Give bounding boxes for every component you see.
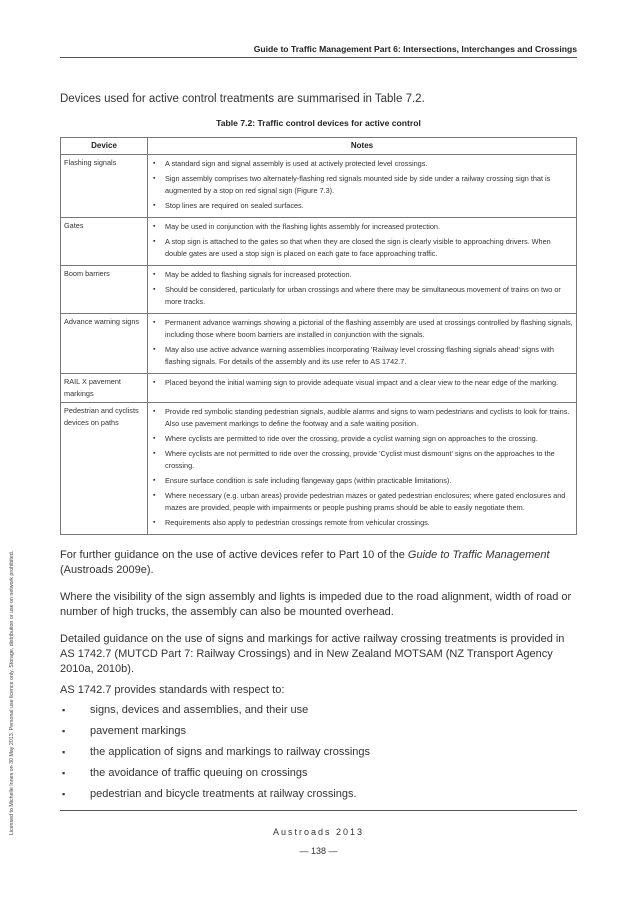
note-item: ▪ A standard sign and signal assembly is used at actively protected level crossings. xyxy=(151,158,573,170)
notes-cell xyxy=(148,266,577,314)
note-item: ▪ Stop lines are required on sealed surfaces. xyxy=(151,200,573,212)
overhead-paragraph: Where the visibility of the sign assembly and lights is impeded due to the road alignment, width of road or number of high trucks, the assembly can also be mounted overhead. xyxy=(60,591,572,618)
device-cell: Pedestrian and cyclists devices on paths xyxy=(61,403,148,535)
list-item: ▪ signs, devices and assemblies, and their use xyxy=(60,703,580,724)
table-row xyxy=(61,155,577,218)
note-item: ▪ Requirements also apply to pedestrian crossings remote from vehicular crossings. xyxy=(151,517,573,529)
note-item: ▪ May be added to flashing signals for increased protection. xyxy=(151,269,573,281)
notes-cell xyxy=(148,314,577,374)
table-header-row xyxy=(61,138,577,155)
note-item: ▪ Permanent advance warnings showing a pictorial of the flashing assembly are used at crossings controlled by flashing signals, including those where boom barriers are installed in conjunction with the signals. xyxy=(151,317,573,341)
note-item: ▪ Sign assembly comprises two alternately-flashing red signals mounted side by side under a railway crossing sign that is augmented by a stop on red signal sign (Figure 7.3). xyxy=(151,173,573,197)
footer-organisation: Austroads 2013 xyxy=(272,827,365,837)
column-header-device: Device xyxy=(61,138,148,155)
device-cell: Advance warning signs xyxy=(61,314,148,374)
note-item: ▪ May be used in conjunction with the flashing lights assembly for increased protection. xyxy=(151,221,573,233)
list-item: ▪ the application of signs and markings to railway crossings xyxy=(60,745,580,766)
running-header: Guide to Traffic Management Part 6: Intersections, Interchanges and Crossings xyxy=(253,44,577,54)
guidance-text-after: (Austroads 2009e). xyxy=(60,564,154,576)
licence-watermark: Licensed to Michelle Innes on 30 May 2013. Personal use licence only. Storage, distribution or use on network prohibited. xyxy=(9,550,15,836)
column-header-notes: Notes xyxy=(148,138,577,155)
guidance-text-before: For further guidance on the use of active devices refer to Part 10 of the xyxy=(60,549,408,561)
guide-title: Guide to Traffic Management xyxy=(407,549,550,561)
device-cell: RAIL X pavement markings xyxy=(61,374,148,403)
notes-cell xyxy=(148,218,577,266)
note-item: ▪ A stop sign is attached to the gates so that when they are closed the sign is clearly visible to approaching drivers. When double gates are used a stop sign is placed on each gate to face approaching traffic. xyxy=(151,236,573,260)
page-number: — 138 — xyxy=(299,846,338,856)
device-cell: Boom barriers xyxy=(61,266,148,314)
intro-paragraph: Devices used for active control treatments are summarised in Table 7.2. xyxy=(60,93,425,105)
note-item: ▪ Provide red symbolic standing pedestrian signals, audible alarms and signs to warn pedestrians and cyclists to look for trains. Also use pavement markings to define the footway and a safe waiting position. xyxy=(151,406,573,430)
note-item: ▪ Where necessary (e.g. urban areas) provide pedestrian mazes or gated pedestrian enclosures; where gated enclosures and mazes are provided, people with impairments or people pushing prams should be able to easily negotiate them. xyxy=(151,490,573,514)
list-item: ▪ the avoidance of traffic queuing on crossings xyxy=(60,766,580,787)
footer-divider xyxy=(60,810,577,811)
header-divider xyxy=(60,57,577,58)
note-item: ▪ Where cyclists are permitted to ride over the crossing, provide a cyclist warning sign on approaches to the crossing. xyxy=(151,433,573,445)
device-cell: Gates xyxy=(61,218,148,266)
notes-cell xyxy=(148,403,577,535)
detailed-guidance-paragraph: Detailed guidance on the use of signs and markings for active railway crossing treatments is provided in AS 1742.7 (MUTCD Part 7: Railway Crossings) and in New Zealand MOTSAM (NZ Transport Agency 2010a, 2010b). xyxy=(60,633,565,675)
table-row xyxy=(61,403,577,535)
notes-cell xyxy=(148,374,577,403)
note-item: ▪ Ensure surface condition is safe including flangeway gaps (within practicable limitations). xyxy=(151,475,573,487)
notes-cell xyxy=(148,155,577,218)
standards-intro: AS 1742.7 provides standards with respect to: xyxy=(60,684,285,696)
note-item: ▪ Placed beyond the initial warning sign to provide adequate visual impact and a clear view to the near edge of the marking. xyxy=(151,377,573,389)
table-row xyxy=(61,266,577,314)
devices-table xyxy=(60,137,577,535)
guidance-paragraph xyxy=(60,548,580,578)
note-item: ▪ Where cyclists are not permitted to ride over the crossing, provide 'Cyclist must dismount' signs on the approaches to the crossing. xyxy=(151,448,573,472)
table-row xyxy=(61,218,577,266)
device-cell: Flashing signals xyxy=(61,155,148,218)
list-item: ▪ pedestrian and bicycle treatments at railway crossings. xyxy=(60,787,580,808)
table-caption: Table 7.2: Traffic control devices for active control xyxy=(216,118,421,128)
note-item: ▪ May also use active advance warning assemblies incorporating 'Railway level crossing flashing signals ahead' signs with flashing signals. For details of the assembly and its use refer to AS 1742.7. xyxy=(151,344,573,368)
note-item: ▪ Should be considered, particularly for urban crossings and where there may be simultaneous movement of trains on two or more tracks. xyxy=(151,284,573,308)
table-row xyxy=(61,314,577,374)
list-item: ▪ pavement markings xyxy=(60,724,580,745)
standards-list xyxy=(60,703,580,808)
table-row xyxy=(61,374,577,403)
